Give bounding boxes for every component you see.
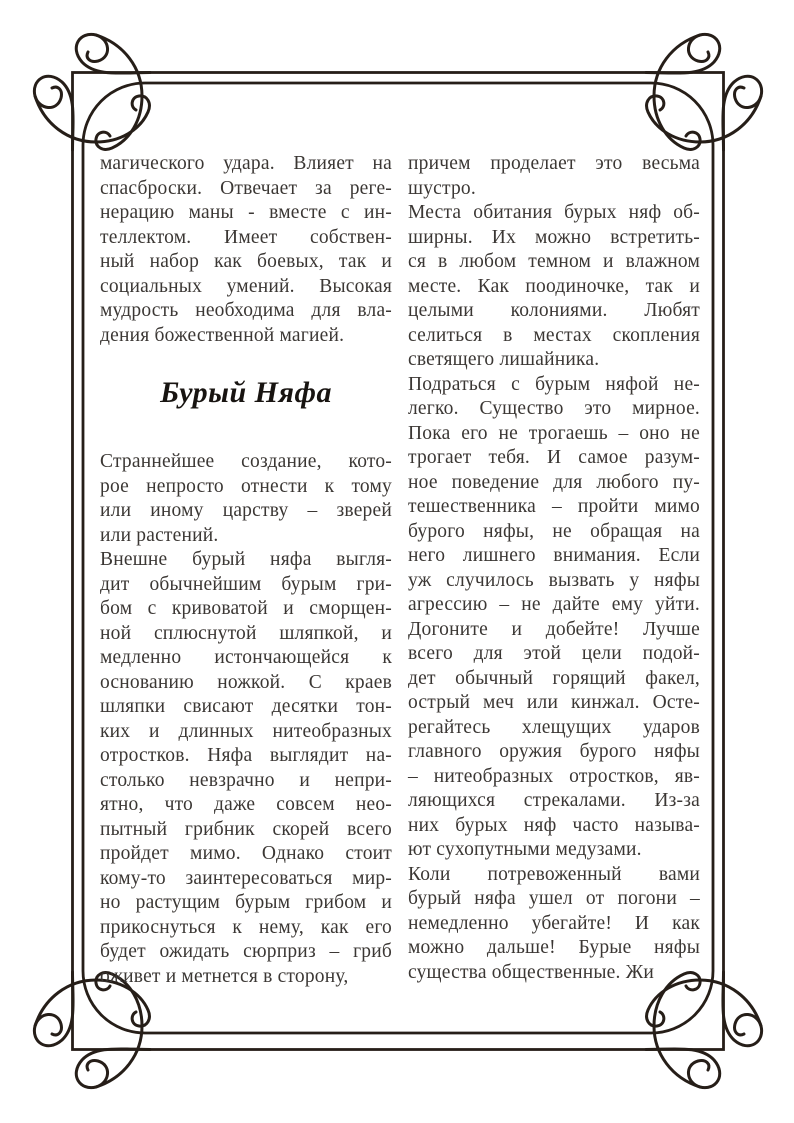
text-line: месте. Как поодиночке, так и: [408, 275, 700, 297]
text-line: социальных умений. Высокая: [100, 275, 392, 297]
paragraph-stats: [100, 152, 392, 348]
right-column: [408, 152, 700, 985]
text-line: регайтесь хлещущих ударов: [408, 716, 700, 738]
text-line: светящего лишайника.: [408, 349, 600, 370]
text-line: бом с кривоватой и сморщен-: [100, 598, 392, 619]
text-line: Подраться с бурым няфой не-: [408, 373, 700, 395]
text-line: отростков. Няфа выглядит на-: [100, 745, 392, 766]
text-line: ширны. Их можно встретить-: [408, 226, 700, 248]
text-line: столько невзрачно и непри-: [100, 769, 392, 791]
text-line: трогает тебя. И самое разум-: [408, 447, 700, 468]
text-line: тешественника – пройти мимо: [408, 496, 700, 517]
text-line: Страннейшее создание, кото-: [100, 451, 392, 472]
text-line: уж случилось вызвать у няфы: [408, 569, 700, 591]
text-line: главного оружия бурого няфы: [408, 741, 700, 762]
text-line: можно дальше! Бурые няфы: [408, 937, 700, 958]
text-line: нерацию маны - вместе с ин-: [100, 202, 392, 223]
text-line: дет обычный горящий факел,: [408, 667, 700, 689]
text-line: оживет и метнется в сторону,: [100, 965, 349, 987]
corner-flourish-bottom-right: [646, 972, 762, 1088]
text-line: ляющихся стрекалами. Из-за: [408, 790, 700, 811]
text-line: ких и длинных нитеобразных: [100, 720, 392, 742]
text-line: ся в любом темном и влажном: [408, 251, 700, 272]
paragraph-habitat: [408, 201, 700, 373]
text-line: – нитеобразных отростков, яв-: [408, 765, 700, 787]
paragraph-warning: [408, 863, 700, 986]
paragraph-appearance: [100, 548, 392, 989]
text-line: магического удара. Влияет на: [100, 153, 392, 174]
paragraph-continuation: [408, 152, 700, 201]
text-line: или иному царству – зверей: [100, 500, 392, 521]
text-line: легко. Существо это мирное.: [408, 398, 700, 419]
text-line: немедленно убегайте! И как: [408, 912, 700, 934]
paragraph-combat: [408, 373, 700, 863]
text-line: шляпки свисают десятки тон-: [100, 696, 392, 717]
text-line: будет ожидать сюрприз – гриб: [100, 941, 392, 962]
text-line: селиться в местах скопления: [408, 324, 700, 346]
text-line: бурый няфа ушел от погони –: [408, 888, 700, 909]
text-line: бурого няфы, не обращая на: [408, 520, 700, 542]
text-line: ное поведение для любого пу-: [408, 471, 700, 493]
text-line: Места обитания бурых няф об-: [408, 202, 700, 223]
text-line: теллектом. Имеет собствен-: [100, 226, 392, 248]
text-line: ной сплюснутой шляпкой, и: [100, 622, 392, 644]
text-line: целыми колониями. Любят: [408, 300, 700, 321]
text-line: дения божественной магией.: [100, 324, 345, 346]
text-line: существа общественные. Жи: [408, 961, 654, 983]
text-line: пытный грибник скорей всего: [100, 818, 392, 840]
text-line: Внешне бурый няфа выгля-: [100, 549, 392, 570]
text-line: рое непросто отнести к тому: [100, 475, 392, 497]
text-line: дит обычнейшим бурым гри-: [100, 573, 392, 595]
text-line: основанию ножкой. С краев: [100, 671, 392, 693]
text-line: ный набор как боевых, так и: [100, 251, 392, 272]
text-line: прикоснуться к нему, как его: [100, 916, 392, 938]
paragraph-intro: [100, 450, 392, 548]
text-line: мудрость необходима для вла-: [100, 300, 392, 321]
corner-flourish-top-right: [646, 34, 762, 150]
text-line: Догоните и добейте! Лучше: [408, 618, 700, 640]
text-line: ют сухопутными медузами.: [408, 839, 642, 860]
left-column: [100, 152, 392, 989]
text-line: Коли потревоженный вами: [408, 863, 700, 885]
text-line: кому-то заинтересоваться мир-: [100, 867, 392, 889]
text-line: пройдет мимо. Однако стоит: [100, 843, 392, 864]
text-line: или растений.: [100, 524, 219, 546]
section-heading: Бурый Няфа: [160, 376, 332, 409]
text-line: Пока его не трогаешь – оно не: [408, 422, 700, 444]
corner-flourish-bottom-left: [34, 972, 150, 1088]
text-line: шустро.: [408, 177, 476, 199]
text-line: спасброски. Отвечает за реге-: [100, 177, 392, 199]
text-line: всего для этой цели подой-: [408, 643, 700, 664]
text-line: ятно, что даже совсем нео-: [100, 794, 392, 815]
corner-flourish-top-left: [34, 34, 150, 150]
text-line: медленно истончающейся к: [100, 647, 392, 668]
text-line: острый меч или кинжал. Осте-: [408, 692, 700, 713]
text-line: причем проделает это весьма: [408, 153, 700, 174]
text-line: но растущим бурым грибом и: [100, 892, 392, 913]
text-line: агрессию – не дайте ему уйти.: [408, 594, 700, 615]
text-line: них бурых няф часто называ-: [408, 814, 700, 836]
text-line: него лишнего внимания. Если: [408, 545, 700, 566]
